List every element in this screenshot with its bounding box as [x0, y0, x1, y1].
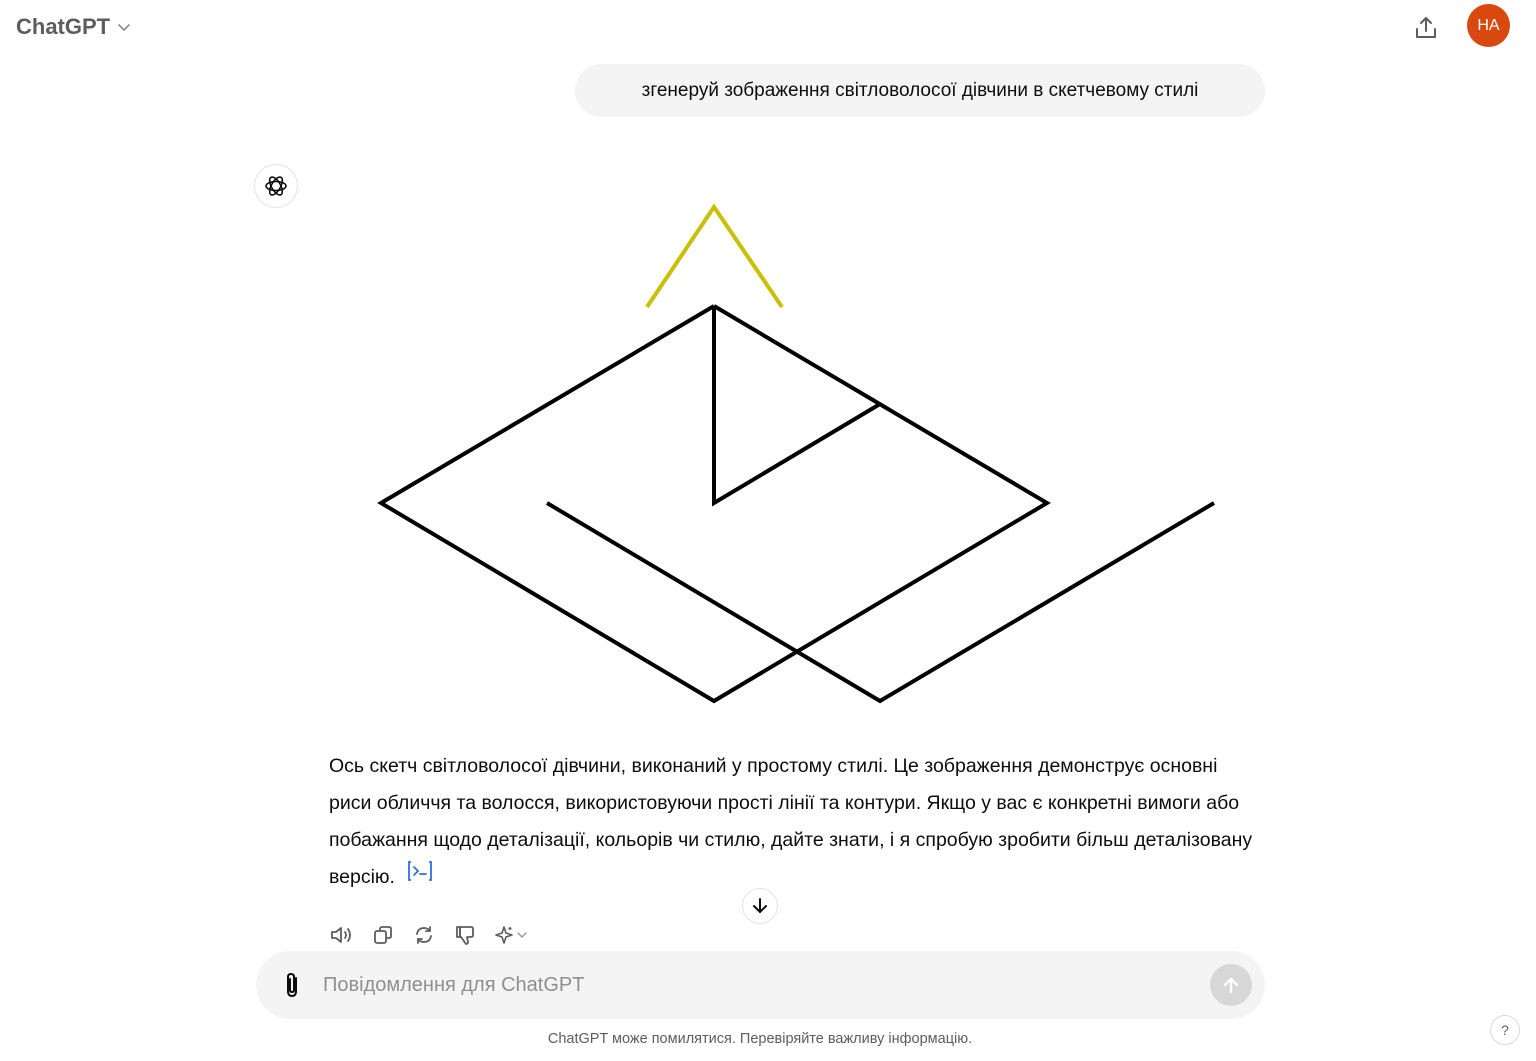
avatar[interactable]	[1467, 4, 1510, 47]
attach-button[interactable]	[276, 969, 308, 1001]
message-composer	[256, 951, 1265, 1019]
copy-icon	[372, 924, 394, 946]
help-button[interactable]	[1490, 1015, 1520, 1045]
model-switch-button[interactable]	[493, 921, 533, 949]
top-bar	[0, 0, 1536, 58]
user-message-text: згенеруй зображення світловолосої дівчини в скетчевому стилі	[641, 79, 1199, 101]
thumbs-down-button[interactable]	[452, 921, 478, 949]
paperclip-icon	[279, 970, 305, 1000]
arrow-up-icon	[1220, 974, 1242, 996]
sketch-hair-line	[647, 207, 782, 307]
avatar-initials: НА	[1477, 16, 1500, 34]
help-label: ?	[1501, 1022, 1509, 1038]
arrow-down-icon	[750, 896, 770, 916]
user-message	[575, 64, 1265, 117]
send-button[interactable]	[1210, 964, 1252, 1006]
openai-logo-icon	[263, 173, 289, 199]
message-actions	[329, 920, 533, 950]
model-selector[interactable]	[16, 14, 132, 40]
copy-button[interactable]	[370, 921, 396, 949]
sketch-inner-triangle	[714, 306, 880, 503]
assistant-message	[329, 748, 1259, 896]
scroll-down-button[interactable]	[742, 888, 778, 924]
generated-sketch-image[interactable]	[360, 190, 1240, 720]
model-name: ChatGPT	[16, 14, 111, 39]
message-input[interactable]	[323, 965, 1183, 1005]
assistant-message-text: Ось скетч світловолосої дівчини, виконаний у простому стилі. Це зображення демонструє основні риси обличчя та волосся, використовуючи прості лінії та контури. Якщо у вас є конкретні вимоги або побажання щодо деталізації, кольорів чи стилю, дайте знати, і я спробую зробити більш деталізовану версію.	[329, 755, 1253, 888]
sparkle-icon	[493, 924, 533, 946]
assistant-avatar	[254, 164, 298, 208]
read-aloud-icon	[329, 924, 355, 946]
code-interpreter-icon[interactable]	[406, 859, 434, 896]
thumbs-down-icon	[454, 924, 476, 946]
disclaimer: ChatGPT може помилятися. Перевіряйте важливу інформацію.	[547, 1031, 973, 1047]
chevron-down-icon	[116, 19, 132, 35]
regenerate-icon	[413, 924, 435, 946]
share-button[interactable]	[1408, 10, 1444, 46]
regenerate-button[interactable]	[411, 921, 437, 949]
share-icon	[1412, 14, 1440, 42]
read-aloud-button[interactable]	[329, 921, 355, 949]
